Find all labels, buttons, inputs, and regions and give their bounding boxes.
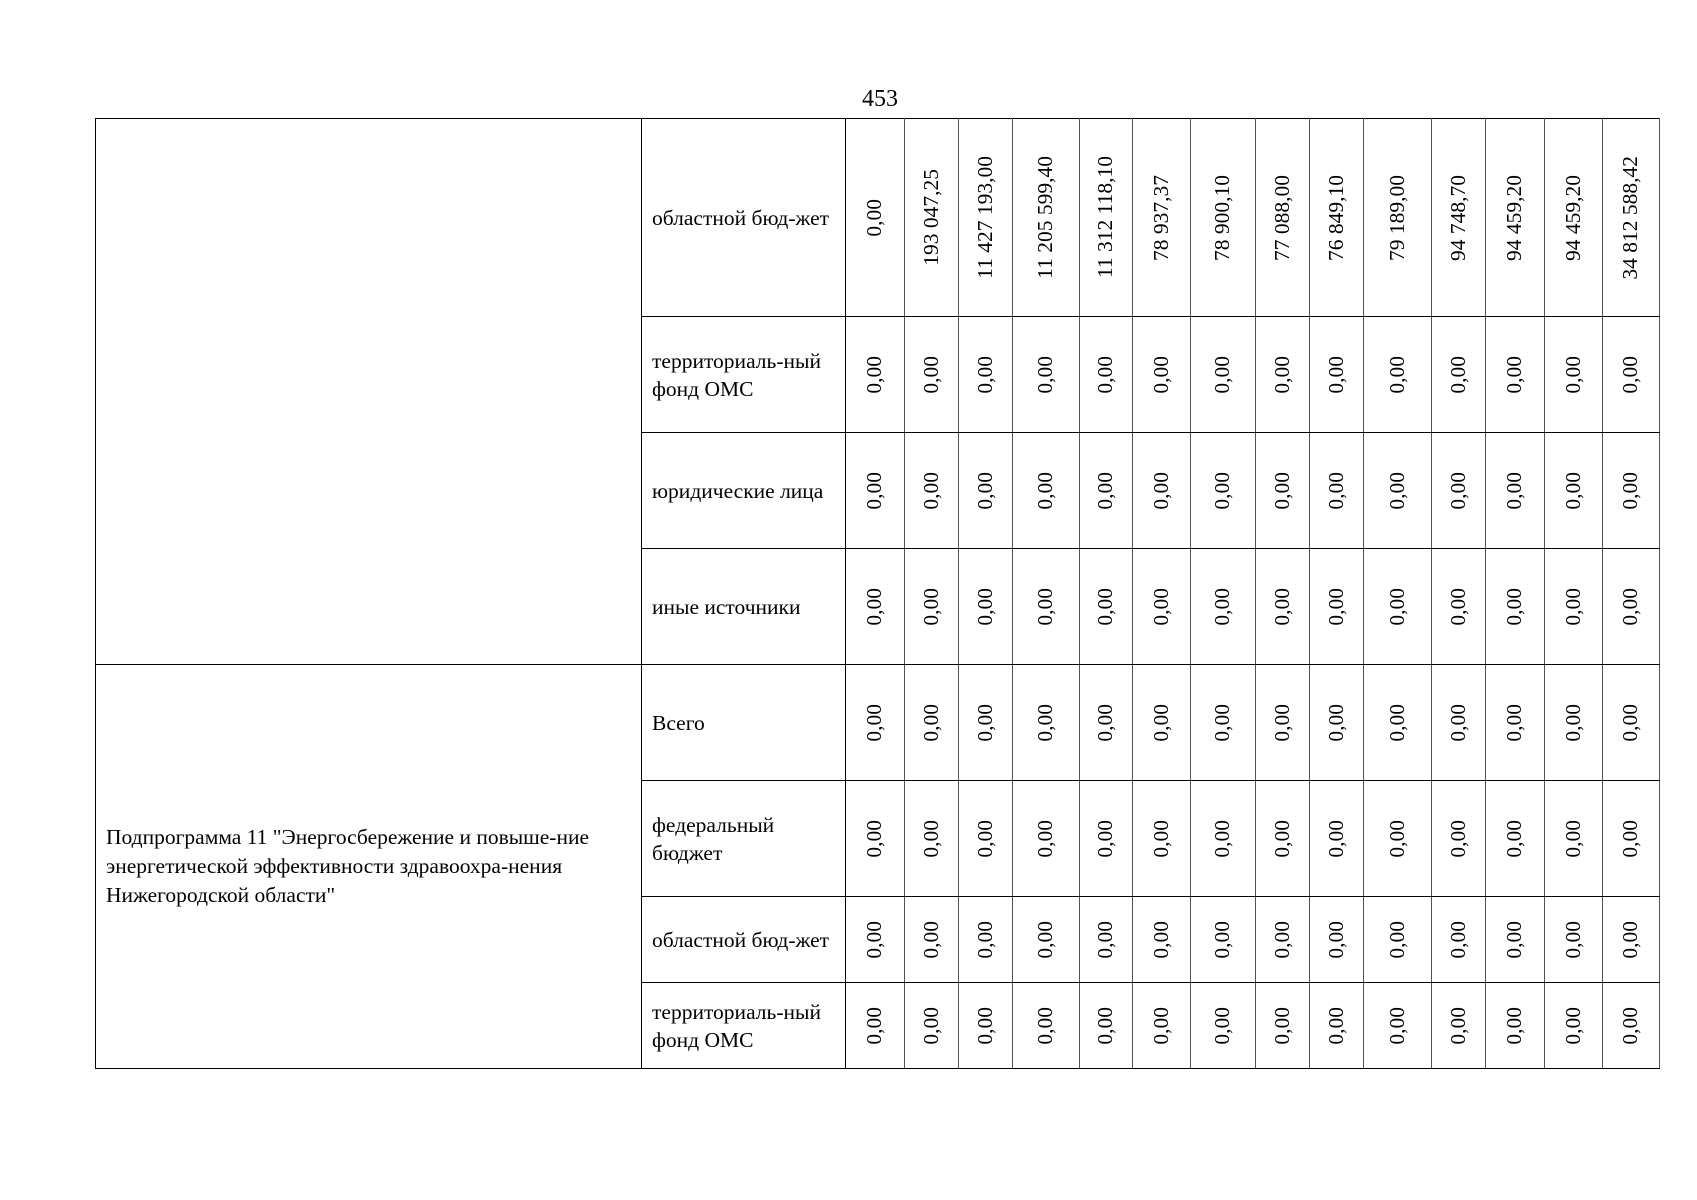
value-cell: [959, 781, 1013, 897]
value-cell: [846, 317, 905, 433]
value-text: 0,00: [1384, 920, 1409, 959]
value-text: 0,00: [1445, 920, 1470, 959]
value-text: 0,00: [1323, 355, 1348, 394]
value-text: 0,00: [1148, 587, 1173, 626]
funding-source-cell: территориаль-ный фонд ОМС: [642, 983, 846, 1069]
funding-source-cell: юридические лица: [642, 433, 846, 549]
value-cell: [1486, 317, 1545, 433]
value-cell: [905, 433, 959, 549]
value-cell: [846, 897, 905, 983]
value-cell: [1486, 781, 1545, 897]
value-cell: [1013, 119, 1080, 317]
value-cell: [1603, 433, 1660, 549]
value-text: 11 427 193,00: [972, 156, 997, 279]
value-text: 94 459,20: [1560, 174, 1585, 261]
value-text: 193 047,25: [918, 169, 943, 266]
value-cell: [959, 897, 1013, 983]
value-cell: [1364, 665, 1432, 781]
value-text: 0,00: [972, 1006, 997, 1045]
value-cell: [905, 119, 959, 317]
value-cell: [1486, 549, 1545, 665]
value-cell: [905, 549, 959, 665]
value-text: 0,00: [1210, 920, 1235, 959]
value-text: 0,00: [1384, 703, 1409, 742]
value-text: 0,00: [1502, 355, 1527, 394]
value-cell: [846, 781, 905, 897]
value-cell: [1256, 665, 1310, 781]
value-text: 0,00: [1384, 471, 1409, 510]
value-cell: [1133, 983, 1191, 1069]
value-text: 0,00: [918, 587, 943, 626]
value-text: 0,00: [1148, 355, 1173, 394]
value-text: 0,00: [1210, 355, 1235, 394]
value-text: 0,00: [1384, 819, 1409, 858]
value-cell: [1486, 665, 1545, 781]
value-text: 0,00: [1618, 819, 1643, 858]
value-text: 0,00: [1502, 703, 1527, 742]
table-row: [96, 119, 1660, 317]
value-cell: [1191, 897, 1256, 983]
value-cell: [1080, 317, 1133, 433]
value-cell: [1256, 897, 1310, 983]
value-text: 0,00: [1093, 920, 1118, 959]
value-cell: [959, 983, 1013, 1069]
value-cell: [1080, 549, 1133, 665]
value-cell: [1191, 119, 1256, 317]
value-cell: [1364, 781, 1432, 897]
value-text: 0,00: [1445, 587, 1470, 626]
value-text: 34 812 588,42: [1618, 155, 1643, 280]
value-cell: [1191, 983, 1256, 1069]
value-text: 0,00: [1269, 920, 1294, 959]
value-cell: [905, 897, 959, 983]
value-cell: [846, 433, 905, 549]
value-cell: [1310, 983, 1364, 1069]
value-cell: [1545, 549, 1603, 665]
value-text: 0,00: [1148, 703, 1173, 742]
value-text: 0,00: [1210, 587, 1235, 626]
value-text: 0,00: [1033, 587, 1058, 626]
value-text: 0,00: [1323, 920, 1348, 959]
value-text: 0,00: [1618, 1006, 1643, 1045]
value-cell: [1545, 983, 1603, 1069]
value-text: 0,00: [1445, 355, 1470, 394]
value-text: 0,00: [1033, 355, 1058, 394]
value-cell: [1133, 433, 1191, 549]
value-cell: [1013, 983, 1080, 1069]
value-text: 0,00: [972, 920, 997, 959]
value-cell: [1013, 433, 1080, 549]
value-text: 0,00: [918, 471, 943, 510]
value-text: 0,00: [1210, 819, 1235, 858]
value-cell: [1364, 119, 1432, 317]
value-cell: [1256, 549, 1310, 665]
value-cell: [846, 665, 905, 781]
value-text: 0,00: [918, 1006, 943, 1045]
value-text: 0,00: [1502, 587, 1527, 626]
value-cell: [1310, 781, 1364, 897]
value-text: 0,00: [918, 703, 943, 742]
value-cell: [905, 983, 959, 1069]
value-text: 0,00: [1618, 587, 1643, 626]
value-text: 0,00: [1384, 355, 1409, 394]
value-text: 0,00: [1323, 819, 1348, 858]
value-cell: [1432, 119, 1486, 317]
value-text: 0,00: [1384, 587, 1409, 626]
value-text: 0,00: [972, 471, 997, 510]
value-text: 77 088,00: [1269, 174, 1294, 261]
value-cell: [1191, 665, 1256, 781]
value-text: 0,00: [1560, 587, 1585, 626]
value-text: 78 937,37: [1148, 174, 1173, 261]
value-cell: [1545, 317, 1603, 433]
value-cell: [1432, 983, 1486, 1069]
value-cell: [1256, 983, 1310, 1069]
value-text: 0,00: [972, 587, 997, 626]
value-cell: [1603, 983, 1660, 1069]
value-cell: [1603, 549, 1660, 665]
value-cell: [1080, 119, 1133, 317]
value-cell: [1080, 983, 1133, 1069]
value-text: 0,00: [1445, 703, 1470, 742]
value-text: 76 849,10: [1323, 174, 1348, 261]
value-cell: [1080, 897, 1133, 983]
value-text: 0,00: [1323, 703, 1348, 742]
value-cell: [905, 665, 959, 781]
value-text: 0,00: [918, 355, 943, 394]
value-text: 0,00: [1269, 703, 1294, 742]
value-cell: [1364, 897, 1432, 983]
value-text: 0,00: [862, 703, 887, 742]
page-number: 453: [862, 86, 898, 112]
value-text: 0,00: [1384, 1006, 1409, 1045]
funding-source-cell: территориаль-ный фонд ОМС: [642, 317, 846, 433]
value-text: 0,00: [1033, 703, 1058, 742]
value-text: 0,00: [862, 198, 887, 237]
value-text: 0,00: [1148, 471, 1173, 510]
value-text: 0,00: [1093, 819, 1118, 858]
value-cell: [1133, 897, 1191, 983]
value-text: 0,00: [1033, 471, 1058, 510]
value-text: 0,00: [1323, 587, 1348, 626]
value-cell: [1486, 433, 1545, 549]
value-text: 0,00: [862, 471, 887, 510]
value-text: 0,00: [1560, 355, 1585, 394]
value-text: 0,00: [1093, 703, 1118, 742]
value-cell: [1080, 665, 1133, 781]
value-text: 0,00: [1618, 920, 1643, 959]
value-cell: [1133, 781, 1191, 897]
value-text: 0,00: [1148, 920, 1173, 959]
value-text: 0,00: [1502, 920, 1527, 959]
value-text: 0,00: [862, 819, 887, 858]
funding-source-cell: иные источники: [642, 549, 846, 665]
value-cell: [1133, 317, 1191, 433]
value-text: 0,00: [1093, 587, 1118, 626]
value-cell: [959, 665, 1013, 781]
value-text: 0,00: [1093, 1006, 1118, 1045]
value-text: 0,00: [1033, 920, 1058, 959]
value-text: 0,00: [1323, 1006, 1348, 1045]
value-cell: [1310, 119, 1364, 317]
value-cell: [1364, 433, 1432, 549]
value-text: 0,00: [1560, 1006, 1585, 1045]
program-title-cell: Подпрограмма 11 "Энергосбережение и повыше-ние энергетической эффективности здравоохра-нения Нижегородской области": [96, 665, 642, 1069]
value-cell: [1013, 665, 1080, 781]
value-text: 0,00: [1560, 920, 1585, 959]
value-cell: [1432, 665, 1486, 781]
value-cell: [1545, 119, 1603, 317]
value-text: 0,00: [972, 355, 997, 394]
value-text: 0,00: [1560, 819, 1585, 858]
value-cell: [1545, 781, 1603, 897]
value-cell: [1432, 549, 1486, 665]
value-cell: [1310, 897, 1364, 983]
value-text: 0,00: [1445, 1006, 1470, 1045]
value-text: 11 312 118,10: [1093, 156, 1118, 279]
value-cell: [1191, 549, 1256, 665]
value-cell: [1256, 433, 1310, 549]
value-text: 0,00: [1210, 1006, 1235, 1045]
value-text: 0,00: [1445, 819, 1470, 858]
value-text: 94 748,70: [1445, 174, 1470, 261]
value-cell: [1364, 549, 1432, 665]
value-cell: [1310, 433, 1364, 549]
value-text: 0,00: [1148, 1006, 1173, 1045]
value-cell: [1013, 781, 1080, 897]
value-cell: [1256, 317, 1310, 433]
value-cell: [1133, 665, 1191, 781]
value-text: 0,00: [1093, 355, 1118, 394]
value-text: 0,00: [1445, 471, 1470, 510]
value-cell: [1486, 897, 1545, 983]
value-text: 0,00: [1033, 819, 1058, 858]
value-text: 78 900,10: [1210, 174, 1235, 261]
value-text: 0,00: [918, 920, 943, 959]
value-cell: [1191, 781, 1256, 897]
value-text: 0,00: [1618, 703, 1643, 742]
value-text: 11 205 599,40: [1033, 156, 1058, 279]
value-text: 0,00: [972, 703, 997, 742]
value-text: 0,00: [918, 819, 943, 858]
value-cell: [1013, 549, 1080, 665]
value-cell: [1080, 433, 1133, 549]
value-cell: [1603, 897, 1660, 983]
value-text: 0,00: [1269, 355, 1294, 394]
table-row: [96, 665, 1660, 781]
value-cell: [1191, 317, 1256, 433]
value-cell: [1432, 781, 1486, 897]
value-text: 94 459,20: [1502, 174, 1527, 261]
value-text: 0,00: [1210, 703, 1235, 742]
value-cell: [1603, 317, 1660, 433]
value-text: 0,00: [1269, 587, 1294, 626]
value-text: 0,00: [862, 587, 887, 626]
value-cell: [1545, 897, 1603, 983]
value-text: 0,00: [1618, 471, 1643, 510]
value-text: 79 189,00: [1384, 174, 1409, 261]
value-cell: [1191, 433, 1256, 549]
value-cell: [1486, 983, 1545, 1069]
value-text: 0,00: [1502, 1006, 1527, 1045]
value-text: 0,00: [862, 920, 887, 959]
value-cell: [1603, 119, 1660, 317]
funding-source-cell: областной бюд-жет: [642, 897, 846, 983]
value-cell: [846, 119, 905, 317]
value-cell: [846, 549, 905, 665]
value-cell: [1364, 317, 1432, 433]
funding-source-cell: федеральный бюджет: [642, 781, 846, 897]
value-cell: [959, 549, 1013, 665]
value-cell: [1133, 119, 1191, 317]
value-cell: [1310, 549, 1364, 665]
value-text: 0,00: [1148, 819, 1173, 858]
value-text: 0,00: [972, 819, 997, 858]
value-cell: [959, 119, 1013, 317]
program-title-cell: [96, 119, 642, 665]
budget-table: [95, 118, 1660, 1069]
value-cell: [1256, 119, 1310, 317]
value-text: 0,00: [1269, 1006, 1294, 1045]
value-cell: [1013, 317, 1080, 433]
value-cell: [959, 433, 1013, 549]
value-cell: [1310, 665, 1364, 781]
value-cell: [905, 781, 959, 897]
value-cell: [1133, 549, 1191, 665]
value-text: 0,00: [1502, 471, 1527, 510]
value-cell: [1486, 119, 1545, 317]
value-cell: [1013, 897, 1080, 983]
value-text: 0,00: [1033, 1006, 1058, 1045]
value-cell: [1545, 665, 1603, 781]
funding-source-cell: Всего: [642, 665, 846, 781]
value-text: 0,00: [1323, 471, 1348, 510]
value-cell: [1364, 983, 1432, 1069]
value-cell: [1603, 665, 1660, 781]
value-text: 0,00: [1560, 703, 1585, 742]
value-cell: [1545, 433, 1603, 549]
value-cell: [905, 317, 959, 433]
value-cell: [959, 317, 1013, 433]
value-text: 0,00: [1269, 819, 1294, 858]
value-cell: [846, 983, 905, 1069]
value-cell: [1603, 781, 1660, 897]
value-text: 0,00: [862, 1006, 887, 1045]
value-text: 0,00: [862, 355, 887, 394]
value-text: 0,00: [1093, 471, 1118, 510]
value-text: 0,00: [1269, 471, 1294, 510]
value-cell: [1256, 781, 1310, 897]
value-cell: [1432, 317, 1486, 433]
value-text: 0,00: [1502, 819, 1527, 858]
value-text: 0,00: [1210, 471, 1235, 510]
funding-source-cell: областной бюд-жет: [642, 119, 846, 317]
value-cell: [1432, 897, 1486, 983]
value-text: 0,00: [1618, 355, 1643, 394]
value-text: 0,00: [1560, 471, 1585, 510]
value-cell: [1432, 433, 1486, 549]
value-cell: [1080, 781, 1133, 897]
value-cell: [1310, 317, 1364, 433]
